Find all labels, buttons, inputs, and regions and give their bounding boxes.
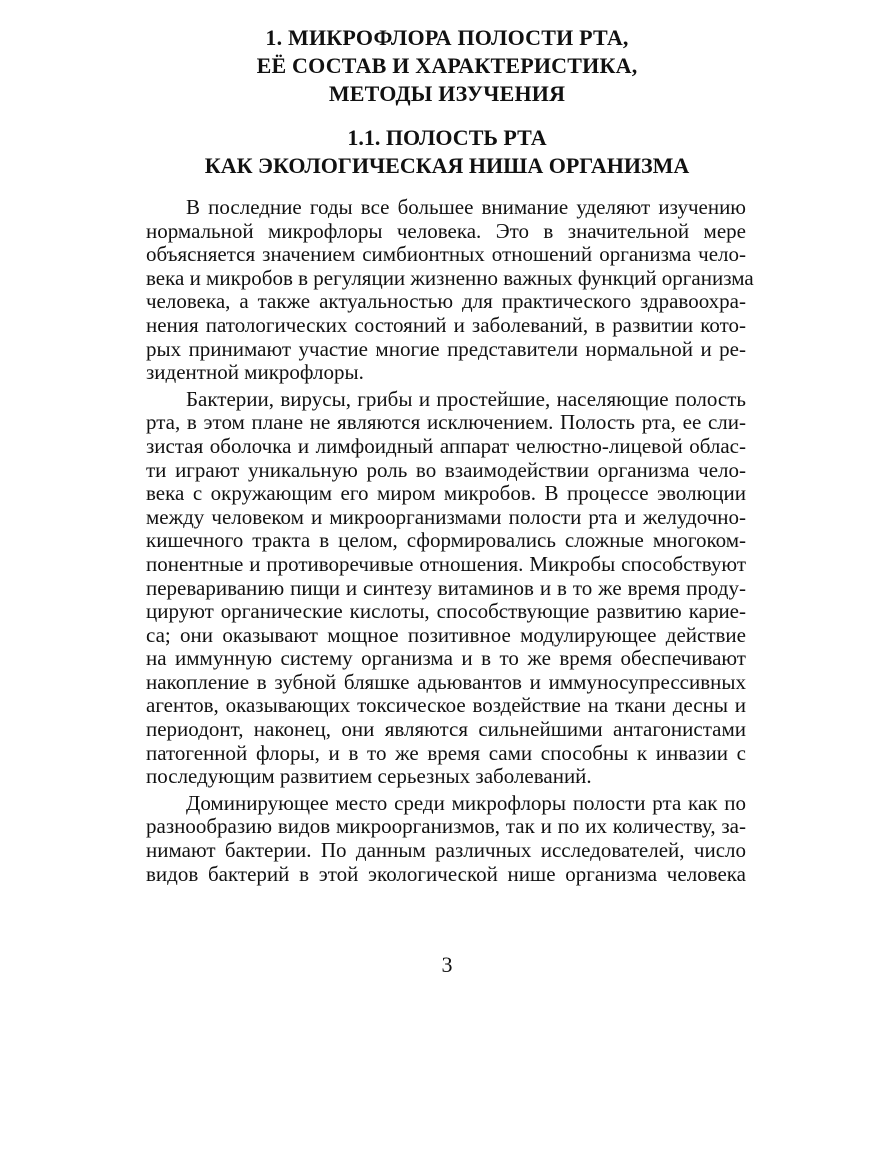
chapter-title-line: МЕТОДЫ ИЗУЧЕНИЯ [328,81,566,106]
text-line: нимают бактерии. По данным различных исследователей, число [146,838,746,863]
page-number: 3 [441,952,453,977]
text-line: Бактерии, вирусы, грибы и простейшие, населяющие полость [186,386,746,411]
text-line: са; они оказывают мощное позитивное модулирующее действие [146,622,746,647]
text-line: периодонт, наконец, они являются сильнейшими антагонистами [146,717,746,742]
text-line: понентные и противоречивые отношения. Микробы способствуют [146,551,746,576]
text-line: кишечного тракта в целом, сформировались сложные многоком- [146,528,746,553]
chapter-title-line: 1. МИКРОФЛОРА ПОЛОСТИ РТА, [265,25,629,50]
text-line: рта, в этом плане не являются исключением. Полость рта, ее сли- [146,410,746,435]
chapter-title-line: ЕЁ СОСТАВ И ХАРАКТЕРИСТИКА, [256,53,638,78]
text-line: патогенной флоры, и в то же время сами способны к инвазии с [146,740,746,765]
text-line: на иммунную систему организма и в то же время обеспечивают [146,646,746,671]
text-line: В последние годы все большее внимание уделяют изучению [186,195,746,219]
paragraph [146,792,746,886]
text-line: века и микробов в регуляции жизненно важных функций организма [146,265,754,290]
text-line: видов бактерий в этой экологической нише организма человека [146,861,746,886]
text-line: человека, а также актуальностью для практического здравоохра- [146,289,746,314]
text-line: накопление в зубной бляшке адьювантов и иммуносупрессивных [146,669,746,694]
paragraph [146,195,754,385]
section-title [150,124,744,180]
text-line: нения патологических состояний и заболеваний, в развитии кото- [146,312,746,337]
section-title-line: 1.1. ПОЛОСТЬ РТА [347,125,547,150]
text-line: разнообразию видов микроорганизмов, так и по их количеству, за- [146,814,746,839]
text-line: Доминирующее место среди микрофлоры полости рта как по [186,790,746,815]
text-line: объясняется значением симбионтных отношений организма чело- [146,242,746,267]
text-line: нормальной микрофлоры человека. Это в значительной мере [146,218,746,243]
body-text [146,195,754,886]
text-line: последующим развитием серьезных заболеваний. [146,764,592,789]
text-line: рых принимают участие многие представители нормальной и ре- [146,336,746,361]
text-line: зистая оболочка и лимфоидный аппарат челюстно-лицевой облас- [146,433,746,458]
paragraph [146,388,746,789]
text-line: между человеком и микроорганизмами полости рта и желудочно- [146,504,746,529]
chapter-title [150,24,744,108]
text-line: века с окружающим его миром микробов. В процессе эволюции [146,481,746,506]
text-line: перевариванию пищи и синтезу витаминов и в то же время проду- [146,575,746,600]
text-line: ти играют уникальную роль во взаимодействии организма чело- [146,457,746,482]
text-line: зидентной микрофлоры. [146,360,364,385]
text-line: цируют органические кислоты, способствующие развитию карие- [146,599,746,624]
section-title-line: КАК ЭКОЛОГИЧЕСКАЯ НИША ОРГАНИЗМА [204,153,690,178]
text-line: агентов, оказывающих токсическое воздействие на ткани десны и [146,693,746,718]
